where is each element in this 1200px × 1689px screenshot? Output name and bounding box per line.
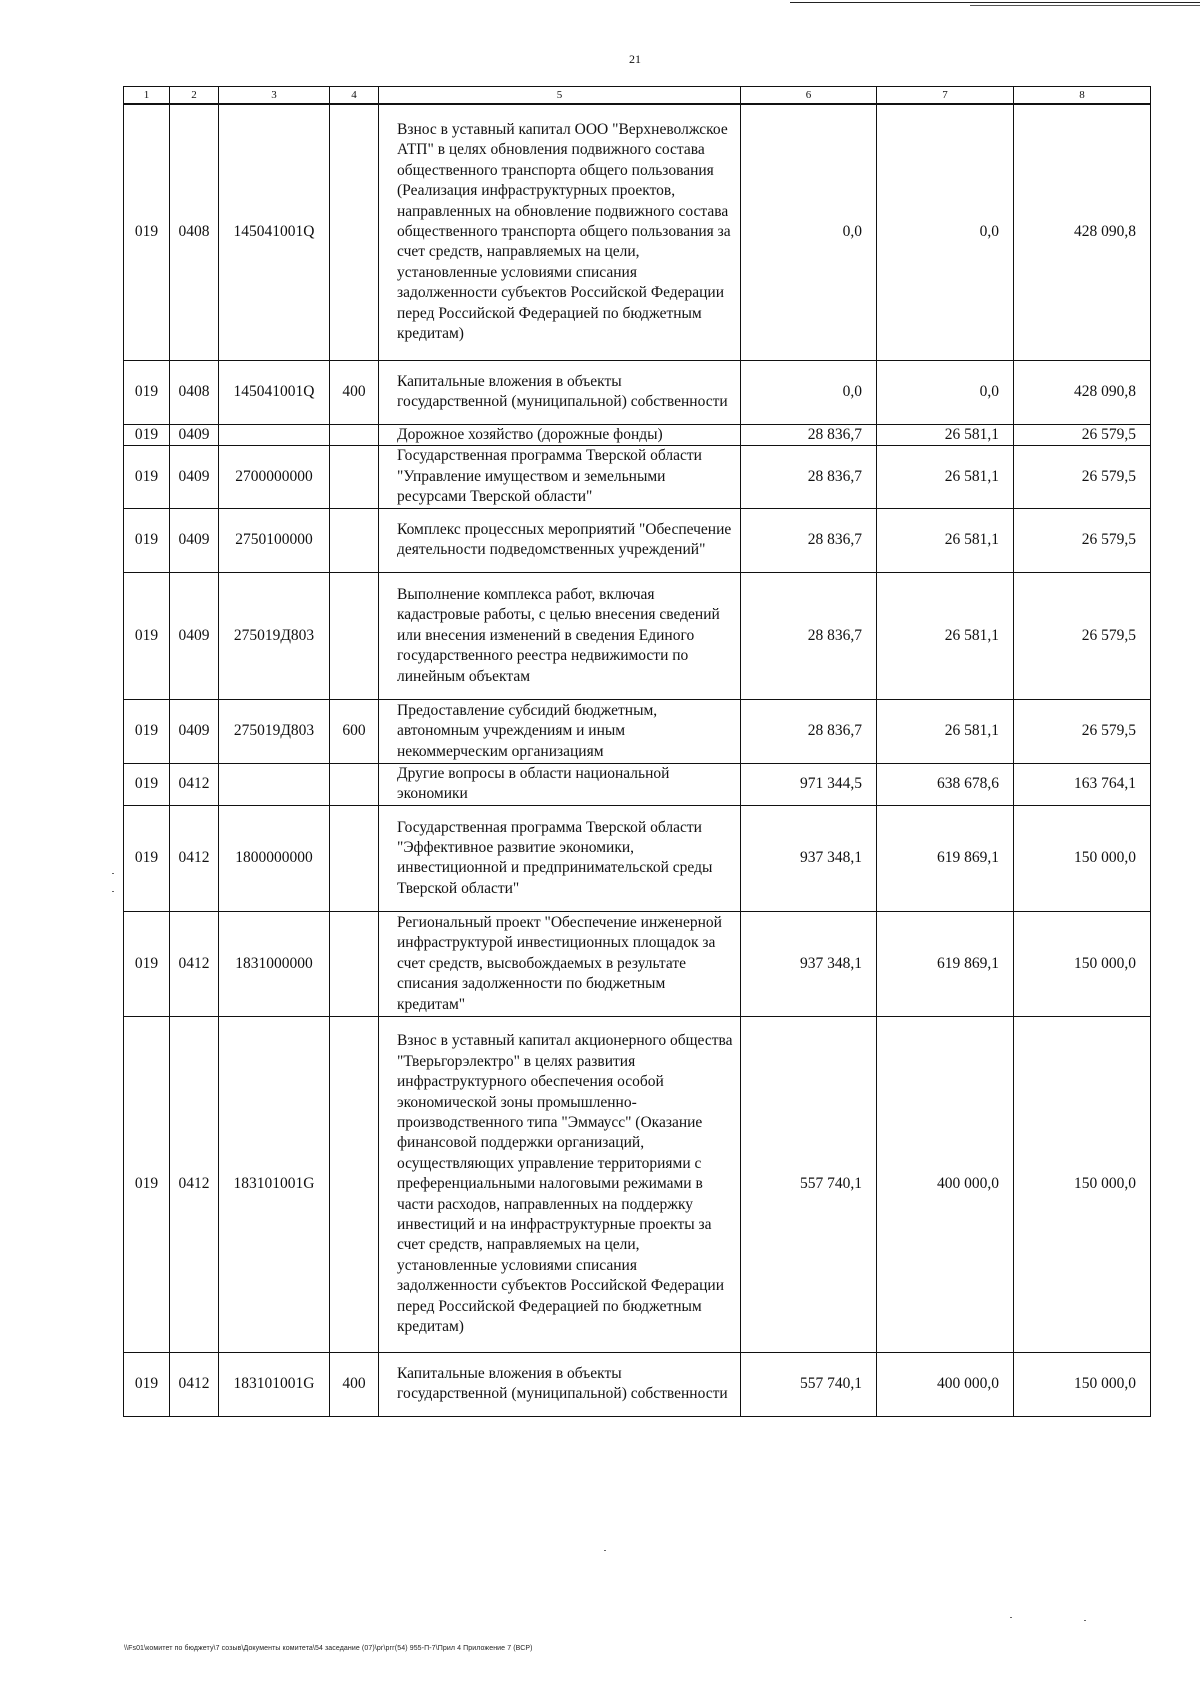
cell-amount-3: 428 090,8 [1014, 360, 1151, 424]
cell-amount-2: 0,0 [877, 360, 1014, 424]
cell-amount-1: 557 740,1 [741, 1016, 877, 1352]
table-row [124, 104, 1151, 360]
cell-section-code: 0412 [170, 911, 219, 1016]
cell-description: Государственная программа Тверской области "Эффективное развитие экономики, инвестиционной и предпринимательской среды Тверской области" [379, 805, 741, 911]
cell-expense-type [330, 572, 379, 699]
table-row [124, 360, 1151, 424]
cell-amount-2: 26 581,1 [877, 424, 1014, 445]
cell-amount-2: 26 581,1 [877, 445, 1014, 508]
cell-target-code: 2700000000 [219, 445, 330, 508]
cell-amount-2: 400 000,0 [877, 1016, 1014, 1352]
cell-target-code: 1831000000 [219, 911, 330, 1016]
scan-speck [1010, 1617, 1012, 1618]
cell-amount-3: 26 579,5 [1014, 445, 1151, 508]
cell-expense-type [330, 508, 379, 572]
cell-expense-type: 600 [330, 699, 379, 763]
cell-ministry-code: 019 [124, 572, 170, 699]
cell-target-code: 1800000000 [219, 805, 330, 911]
cell-amount-1: 28 836,7 [741, 508, 877, 572]
cell-section-code: 0412 [170, 1016, 219, 1352]
cell-section-code: 0409 [170, 572, 219, 699]
cell-expense-type [330, 805, 379, 911]
column-header: 3 [219, 87, 330, 105]
table-row [124, 805, 1151, 911]
cell-ministry-code: 019 [124, 424, 170, 445]
cell-ministry-code: 019 [124, 360, 170, 424]
cell-amount-2: 26 581,1 [877, 699, 1014, 763]
cell-expense-type: 400 [330, 1352, 379, 1416]
cell-section-code: 0409 [170, 424, 219, 445]
cell-amount-1: 0,0 [741, 104, 877, 360]
cell-amount-3: 26 579,5 [1014, 508, 1151, 572]
table-row [124, 1352, 1151, 1416]
scan-speck [1084, 1620, 1086, 1621]
table-row [124, 1016, 1151, 1352]
cell-description: Капитальные вложения в объекты государственной (муниципальной) собственности [379, 360, 741, 424]
cell-amount-3: 26 579,5 [1014, 424, 1151, 445]
cell-amount-2: 26 581,1 [877, 508, 1014, 572]
cell-section-code: 0412 [170, 805, 219, 911]
cell-ministry-code: 019 [124, 1352, 170, 1416]
table-row [124, 763, 1151, 805]
column-header: 5 [379, 87, 741, 105]
column-header: 4 [330, 87, 379, 105]
cell-description: Комплекс процессных мероприятий "Обеспечение деятельности подведомственных учреждений" [379, 508, 741, 572]
cell-amount-3: 150 000,0 [1014, 805, 1151, 911]
cell-amount-2: 619 869,1 [877, 911, 1014, 1016]
budget-table [123, 86, 1151, 1417]
cell-section-code: 0408 [170, 104, 219, 360]
cell-description: Государственная программа Тверской области "Управление имуществом и земельными ресурсами Тверской области" [379, 445, 741, 508]
cell-ministry-code: 019 [124, 763, 170, 805]
cell-amount-3: 26 579,5 [1014, 572, 1151, 699]
table-row [124, 911, 1151, 1016]
cell-amount-1: 0,0 [741, 360, 877, 424]
cell-amount-3: 150 000,0 [1014, 911, 1151, 1016]
cell-amount-1: 971 344,5 [741, 763, 877, 805]
scan-speck [112, 891, 114, 892]
cell-amount-2: 400 000,0 [877, 1352, 1014, 1416]
cell-amount-1: 557 740,1 [741, 1352, 877, 1416]
cell-section-code: 0409 [170, 699, 219, 763]
table-row [124, 699, 1151, 763]
file-path-footer: \\Fs01\комитет по бюджету\7 созыв\Документы комитета\54 заседание (07)\рг\ргг(54) 955-П-7\Прил 4 Приложение 7 (ВСР) [124, 1645, 533, 1652]
scan-edge-line [790, 2, 1200, 3]
cell-amount-3: 150 000,0 [1014, 1016, 1151, 1352]
cell-expense-type [330, 424, 379, 445]
cell-section-code: 0408 [170, 360, 219, 424]
cell-section-code: 0409 [170, 508, 219, 572]
table-row [124, 445, 1151, 508]
page-number: 21 [629, 52, 641, 66]
cell-section-code: 0412 [170, 763, 219, 805]
column-header: 7 [877, 87, 1014, 105]
cell-target-code: 183101001G [219, 1016, 330, 1352]
cell-description: Дорожное хозяйство (дорожные фонды) [379, 424, 741, 445]
cell-amount-1: 937 348,1 [741, 805, 877, 911]
cell-description: Предоставление субсидий бюджетным, автономным учреждениям и иным некоммерческим организациям [379, 699, 741, 763]
cell-amount-1: 28 836,7 [741, 424, 877, 445]
cell-amount-2: 638 678,6 [877, 763, 1014, 805]
cell-amount-2: 26 581,1 [877, 572, 1014, 699]
cell-target-code [219, 763, 330, 805]
cell-target-code: 2750100000 [219, 508, 330, 572]
cell-expense-type [330, 104, 379, 360]
cell-section-code: 0409 [170, 445, 219, 508]
cell-target-code: 275019Д803 [219, 699, 330, 763]
column-header: 8 [1014, 87, 1151, 105]
cell-description: Региональный проект "Обеспечение инженерной инфраструктурой инвестиционных площадок за счет средств, высвобождаемых в результате списания задолженности по бюджетным кредитам" [379, 911, 741, 1016]
cell-expense-type [330, 763, 379, 805]
cell-amount-1: 937 348,1 [741, 911, 877, 1016]
cell-amount-3: 150 000,0 [1014, 1352, 1151, 1416]
scan-speck [112, 873, 114, 874]
cell-ministry-code: 019 [124, 699, 170, 763]
cell-ministry-code: 019 [124, 104, 170, 360]
cell-target-code: 275019Д803 [219, 572, 330, 699]
cell-expense-type [330, 445, 379, 508]
cell-description: Другие вопросы в области национальной экономики [379, 763, 741, 805]
table-header-row [124, 87, 1151, 105]
scan-edge-line [970, 5, 1200, 6]
table-row [124, 424, 1151, 445]
cell-ministry-code: 019 [124, 445, 170, 508]
cell-description: Выполнение комплекса работ, включая кадастровые работы, с целью внесения сведений или внесения изменений в сведения Единого государственного реестра недвижимости по линейным объектам [379, 572, 741, 699]
column-header: 6 [741, 87, 877, 105]
cell-section-code: 0412 [170, 1352, 219, 1416]
cell-amount-1: 28 836,7 [741, 445, 877, 508]
cell-target-code: 145041001Q [219, 360, 330, 424]
column-header: 2 [170, 87, 219, 105]
cell-description: Капитальные вложения в объекты государственной (муниципальной) собственности [379, 1352, 741, 1416]
scan-speck [604, 1550, 606, 1551]
cell-target-code: 183101001G [219, 1352, 330, 1416]
table-row [124, 508, 1151, 572]
cell-target-code: 145041001Q [219, 104, 330, 360]
cell-ministry-code: 019 [124, 911, 170, 1016]
cell-description: Взнос в уставный капитал ООО "Верхневолжское АТП" в целях обновления подвижного состава общественного транспорта общего пользования (Реализация инфраструктурных проектов, направленных на обновление подвижного состава общественного транспорта общего пользования за счет средств, направляемых на цели, установленные условиями списания задолженности субъектов Российской Федерации перед Российской Федерацией по бюджетным кредитам) [379, 104, 741, 360]
cell-ministry-code: 019 [124, 508, 170, 572]
table-row [124, 572, 1151, 699]
cell-ministry-code: 019 [124, 1016, 170, 1352]
cell-expense-type [330, 911, 379, 1016]
cell-amount-2: 619 869,1 [877, 805, 1014, 911]
cell-expense-type [330, 1016, 379, 1352]
cell-description: Взнос в уставный капитал акционерного общества "Тверьгорэлектро" в целях развития инфраструктурного обеспечения особой экономической зоны промышленно-производственного типа "Эммаусс" (Оказание финансовой поддержки организаций, осуществляющих управление территориями с преференциальными налоговыми режимами в части расходов, направленных на поддержку инвестиций и на инфраструктурные проекты за счет средств, направляемых на цели, установленные условиями списания задолженности субъектов Российской Федерации перед Российской Федерацией по бюджетным кредитам) [379, 1016, 741, 1352]
column-header: 1 [124, 87, 170, 105]
cell-ministry-code: 019 [124, 805, 170, 911]
cell-amount-3: 163 764,1 [1014, 763, 1151, 805]
cell-amount-3: 428 090,8 [1014, 104, 1151, 360]
cell-amount-3: 26 579,5 [1014, 699, 1151, 763]
cell-amount-2: 0,0 [877, 104, 1014, 360]
cell-target-code [219, 424, 330, 445]
cell-amount-1: 28 836,7 [741, 699, 877, 763]
cell-amount-1: 28 836,7 [741, 572, 877, 699]
cell-expense-type: 400 [330, 360, 379, 424]
